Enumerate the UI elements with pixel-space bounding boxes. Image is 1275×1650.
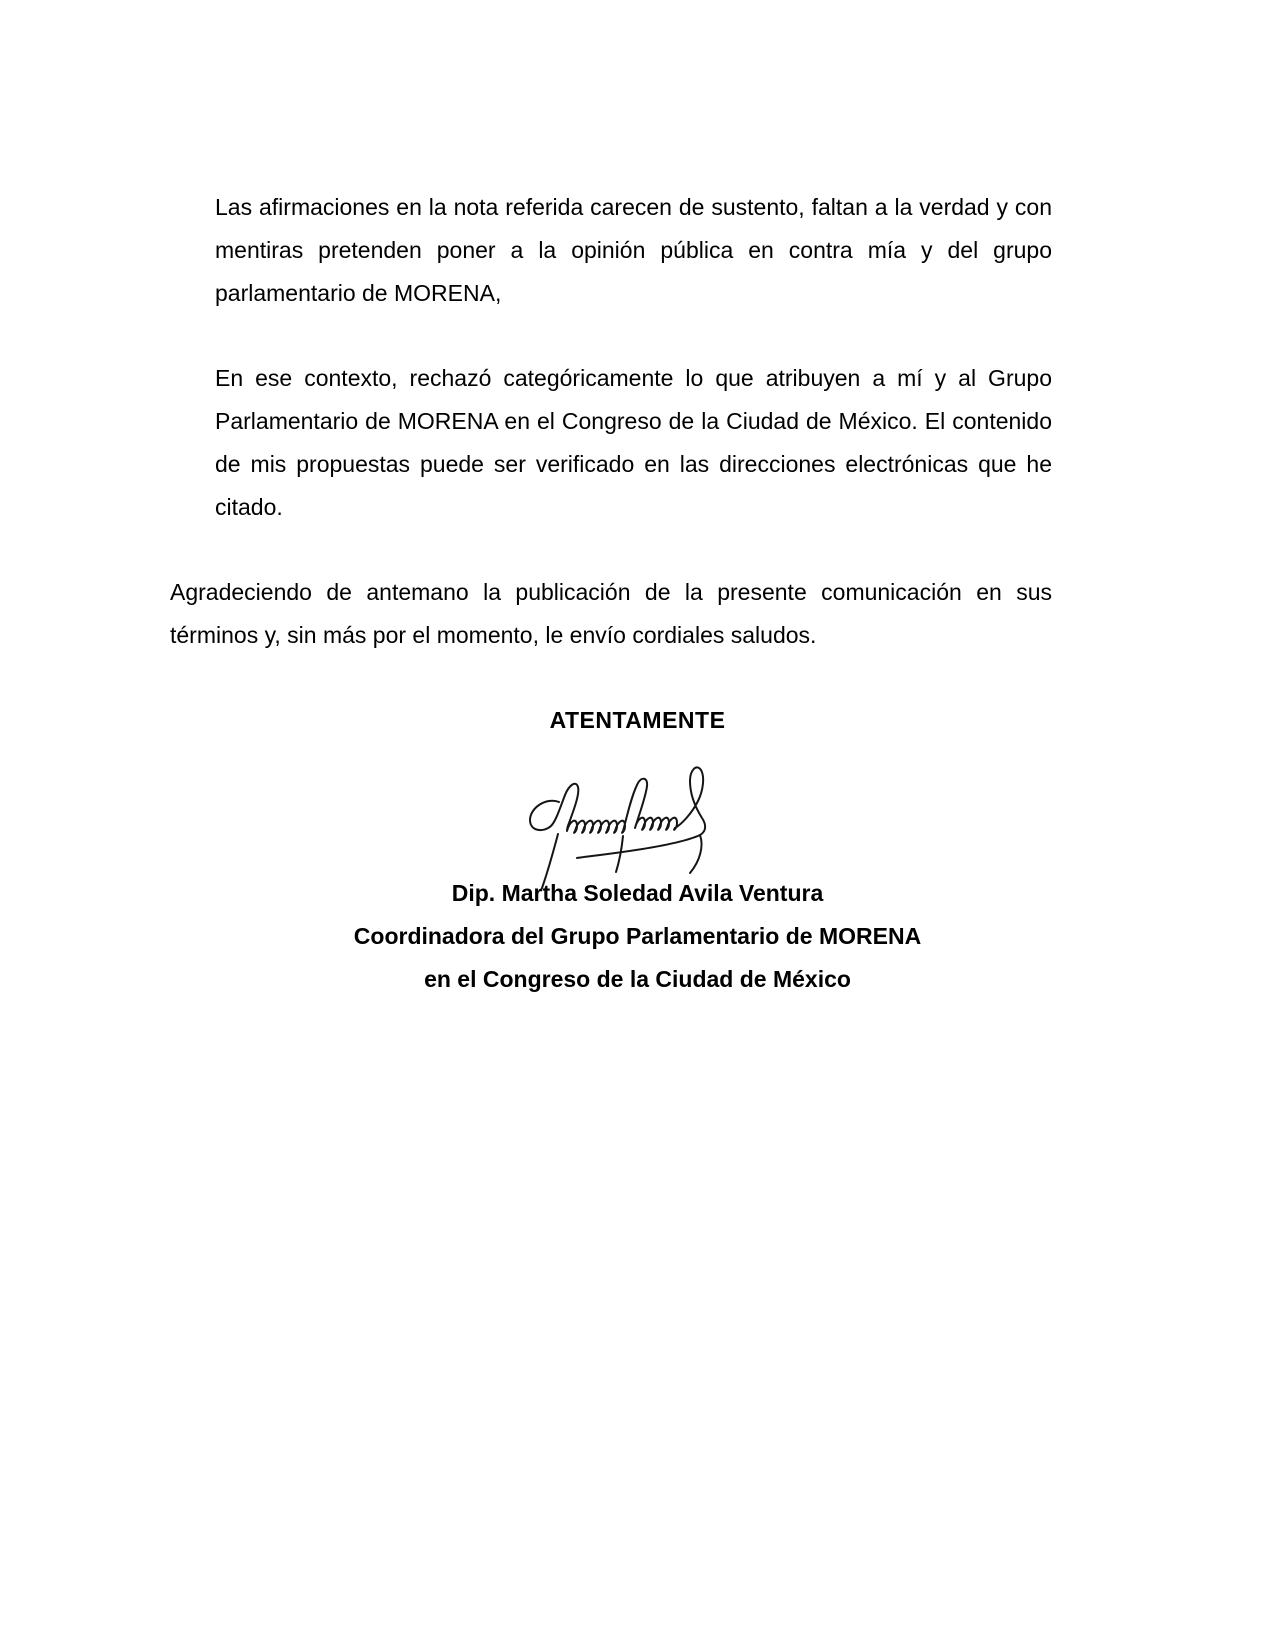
letter-body <box>170 186 1052 699</box>
signer-location: en el Congreso de la Ciudad de México <box>424 966 851 992</box>
signer-role: Coordinadora del Grupo Parlamentario de MORENA <box>353 923 922 949</box>
paragraph-contexto: En ese contexto, rechazó categóricamente lo que atribuyen a mí y al Grupo Parlamentario de MORENA en el Congreso de la Ciudad de México. El contenido de mis propuestas puede ser verificado en las direcciones electrónicas que he citado. <box>215 365 1052 520</box>
handwritten-signature-image <box>480 740 730 890</box>
paragraph-afirmaciones: Las afirmaciones en la nota referida carecen de sustento, faltan a la verdad y con mentiras pretenden poner a la opinión pública en contra mía y del grupo parlamentario de MORENA, <box>215 194 1052 306</box>
paragraph-agradecimiento: Agradeciendo de antemano la publicación de la presente comunicación en sus términos y, sin más por el momento, le envío cordiales saludos. <box>170 579 1052 648</box>
signer-name: Dip. Martha Soledad Avila Ventura <box>451 880 824 906</box>
closing-atentamente: ATENTAMENTE <box>549 707 726 733</box>
